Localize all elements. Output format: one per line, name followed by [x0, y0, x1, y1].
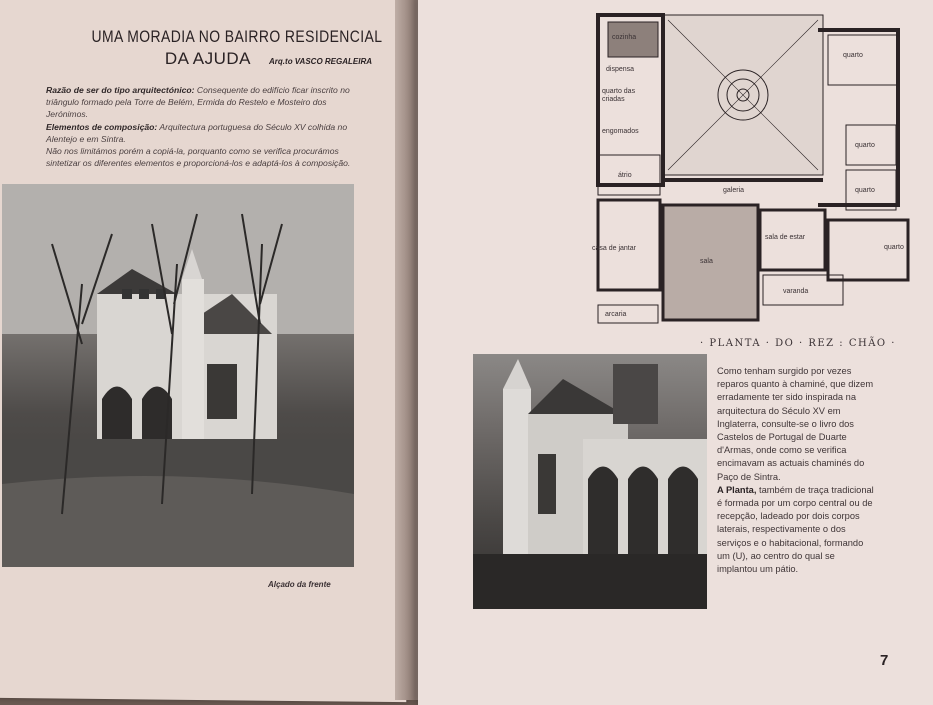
- room-label: quarto: [855, 187, 875, 194]
- paragraph-chimney: Como tenham surgido por vezes reparos quanto à chaminé, que dizem erradamente ter sido inspirada na arquitectura do Século XV em Inglaterra, consulte-se o livro dos Castelos de Portugal de Duarte d'Armas, onde como se verifica encimavam as actuais chaminés do Paço de Sintra.: [717, 366, 874, 482]
- title-line-1: UMA MORADIA NO BAIRRO RESIDENCIAL: [91, 27, 383, 46]
- intro-label: Elementos de composição:: [46, 121, 158, 132]
- room-label: quarto: [855, 142, 875, 149]
- floor-plan: [578, 10, 918, 340]
- house-side-photo: [473, 354, 707, 609]
- room-label: casa de jantar: [592, 245, 636, 252]
- room-label: dispensa: [606, 66, 635, 73]
- room-label: sala: [700, 258, 713, 265]
- article-title: [30, 26, 383, 73]
- plan-title: · PLANTA · DO · REZ : CHÃO ·: [700, 338, 896, 349]
- intro-paragraph: Não nos limitámos porém a copiá-la, porquanto como se verifica procurámos sintetizar os diferentes elementos e proporcioná-los e adaptá-los à composição.: [46, 146, 351, 169]
- room-label: varanda: [783, 288, 809, 295]
- room-label: galeria: [723, 187, 745, 194]
- intro-paragraph: Arquitectura portuguesa do Século XV colhida no Alentejo e em Sintra.: [46, 121, 348, 144]
- paragraph-plan: também de traça tradicional é formada por um corpo central ou de recepção, ladeado por dois corpos laterais, respectivamente o dos serviços e o habitacional, formando um (U), ao centro do qual se implantou um pátio.: [717, 484, 874, 575]
- title-line-2: DA AJUDA: [164, 49, 252, 68]
- intro-label: Razão de ser do tipo arquitectónico:: [46, 85, 195, 95]
- room-label: arcaria: [605, 311, 627, 318]
- page-number: 7: [880, 652, 889, 669]
- intro-paragraph: Consequente do edifício ficar inscrito no triângulo formado pela Torre de Belém, Ermida do Restelo e Mosteiro dos Jerónimos.: [46, 85, 350, 120]
- room-label: átrio: [618, 172, 632, 179]
- intro-text: [46, 84, 368, 169]
- author: Arq.to VASCO REGALEIRA: [269, 57, 372, 66]
- room-label: quarto das criadas: [602, 88, 636, 103]
- room-label: quarto: [843, 52, 863, 59]
- house-front-photo: [2, 184, 354, 567]
- photo-caption: Alçado da frente: [268, 580, 331, 589]
- paragraph-label: A Planta,: [717, 484, 757, 495]
- room-label: engomados: [602, 128, 639, 135]
- room-label: quarto: [884, 244, 904, 251]
- article-body: [717, 365, 877, 576]
- room-label: sala de estar: [765, 234, 806, 241]
- room-label: cozinha: [612, 34, 637, 41]
